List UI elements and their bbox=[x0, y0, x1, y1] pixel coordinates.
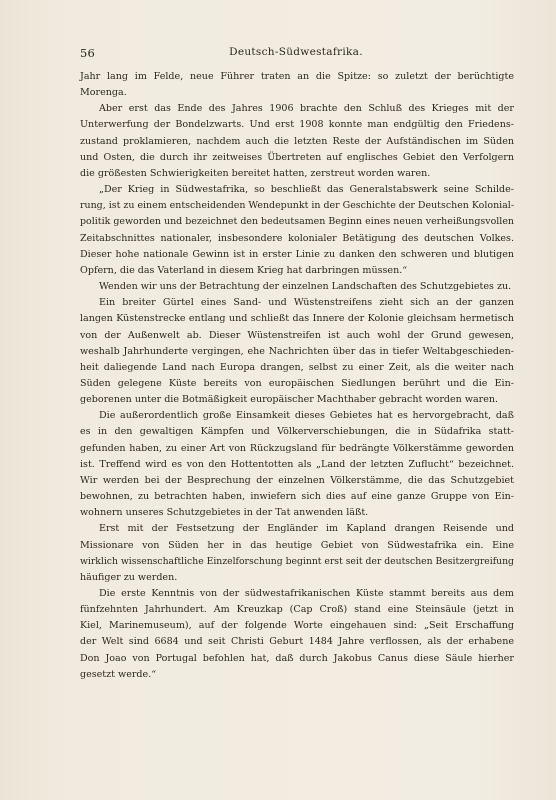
text-line: gefunden haben, zu einer Art von Rückzugsland für bedrängte Völkerstämme geworden bbox=[80, 442, 514, 454]
text-line: geborenen unter die Botmäßigkeit europäischer Machthaber gebracht worden waren. bbox=[80, 394, 499, 406]
text-line: Jahr lang im Felde, neue Führer traten an die Spitze: so zuletzt der berüchtigte bbox=[80, 71, 514, 82]
text-line: wirklich wissenschaftliche Einzelforschung beginnt erst seit der deutschen Besitzergreifung bbox=[80, 555, 514, 567]
text-line: ist. Treffend wird es von den Hottentotten als „Land der letzten Zuflucht“ bezeichnet. bbox=[80, 458, 514, 470]
running-title: Deutsch-Südwestafrika. bbox=[229, 46, 363, 58]
text-line: häufiger zu werden. bbox=[80, 571, 178, 583]
text-line: Die außerordentlich große Einsamkeit dieses Gebietes hat es hervorgebracht, daß bbox=[99, 410, 514, 422]
text-line: Wenden wir uns der Betrachtung der einzelnen Landschaften des Schutzgebietes zu. bbox=[99, 281, 512, 293]
text-line: weshalb Jahrhunderte vergingen, ehe Nachrichten über das in tiefer Weltabgeschieden- bbox=[80, 345, 514, 357]
paragraph bbox=[80, 69, 514, 101]
text-line: Morenga. bbox=[80, 87, 127, 99]
text-line: langen Küstenstrecke entlang und schließt das Innere der Kolonie gleichsam hermetisch bbox=[80, 313, 514, 325]
text-line: Zeitabschnittes nationaler, insbesondere kolonialer Betätigung des deutschen Volkes. bbox=[80, 232, 514, 244]
text-line: Die erste Kenntnis von der südwestafrikanischen Küste stammt bereits aus dem bbox=[99, 588, 514, 599]
text-line: Opfern, die das Vaterland in diesem Krieg hat darbringen müssen.“ bbox=[80, 264, 408, 276]
paragraph bbox=[80, 182, 514, 279]
text-line: Süden gelegene Küste bereits von europäischen Siedlungen berührt und die Ein- bbox=[80, 377, 514, 389]
page-number: 56 bbox=[80, 46, 96, 60]
text-line: die größesten Schwierigkeiten bereitet hatten, zerstreut worden waren. bbox=[80, 167, 431, 179]
text-line: von der Außenwelt ab. Dieser Wüstenstreifen ist auch wohl der Grund gewesen, bbox=[80, 329, 514, 341]
text-line: politik geworden und bezeichnet den bedeutsamen Beginn eines neuen verheißungsvollen bbox=[80, 216, 515, 228]
text-line: und Osten, die durch ihr zeitweises Übertreten auf englisches Gebiet den Verfolgern bbox=[80, 151, 514, 163]
paragraph bbox=[80, 101, 514, 182]
text-line: zustand proklamieren, nachdem auch die letzten Reste der Aufständischen im Süden bbox=[80, 135, 514, 147]
page-header bbox=[80, 46, 512, 62]
text-line: Aber erst das Ende des Jahres 1906 brachte den Schluß des Krieges mit der bbox=[99, 103, 514, 115]
text-line: Wir werden bei der Besprechung der einzelnen Völkerstämme, die das Schutzgebiet bbox=[80, 474, 514, 486]
paragraph bbox=[80, 521, 514, 586]
text-line: „Der Krieg in Südwestafrika, so beschließt das Generalstabswerk seine Schilde- bbox=[99, 184, 514, 196]
paragraph bbox=[80, 408, 514, 521]
text-line: Don Joao von Portugal befohlen hat, daß durch Jakobus Canus diese Säule hierher bbox=[80, 652, 514, 664]
paragraph bbox=[80, 295, 514, 408]
text-line: Ein breiter Gürtel eines Sand- und Wüstenstreifens zieht sich an der ganzen bbox=[99, 297, 514, 309]
text-line: heit daliegende Land nach Europa drangen, selbst zu einer Zeit, als die weiter nach bbox=[80, 361, 514, 373]
text-line: Unterwerfung der Bondelzwarts. Und erst 1908 konnte man endgültig den Friedens- bbox=[80, 119, 514, 131]
page-body bbox=[80, 69, 514, 683]
text-line: gesetzt werde.“ bbox=[80, 668, 157, 680]
text-line: Kiel, Marinemuseum), auf der folgende Worte eingehauen sind: „Seit Erschaffung bbox=[80, 620, 514, 632]
text-line: fünfzehnten Jahrhundert. Am Kreuzkap (Cap Croß) stand eine Steinsäule (jetzt in bbox=[80, 604, 514, 616]
text-line: Missionare von Süden her in das heutige Gebiet von Südwestafrika ein. Eine bbox=[80, 539, 514, 551]
text-line: Dieser hohe nationale Gewinn ist in erster Linie zu danken den schweren und blutigen bbox=[80, 248, 514, 260]
text-line: wohnern unseres Schutzgebietes in der Tat anwenden läßt. bbox=[80, 507, 369, 519]
text-line: rung, ist zu einem entscheidenden Wendepunkt in der Geschichte der Deutschen Kolonial- bbox=[80, 200, 515, 212]
paragraph bbox=[80, 586, 514, 683]
text-line: bewohnen, zu betrachten haben, inwiefern sich dies auf eine ganze Gruppe von Ein- bbox=[80, 491, 514, 503]
text-line: Erst mit der Festsetzung der Engländer im Kapland drangen Reisende und bbox=[99, 523, 514, 535]
text-line: es in den gewaltigen Kämpfen und Völkerverschiebungen, die in Südafrika statt- bbox=[80, 426, 514, 438]
paragraph bbox=[80, 279, 514, 295]
text-line: der Welt sind 6684 und seit Christi Geburt 1484 Jahre verflossen, als der erhabene bbox=[80, 636, 514, 648]
